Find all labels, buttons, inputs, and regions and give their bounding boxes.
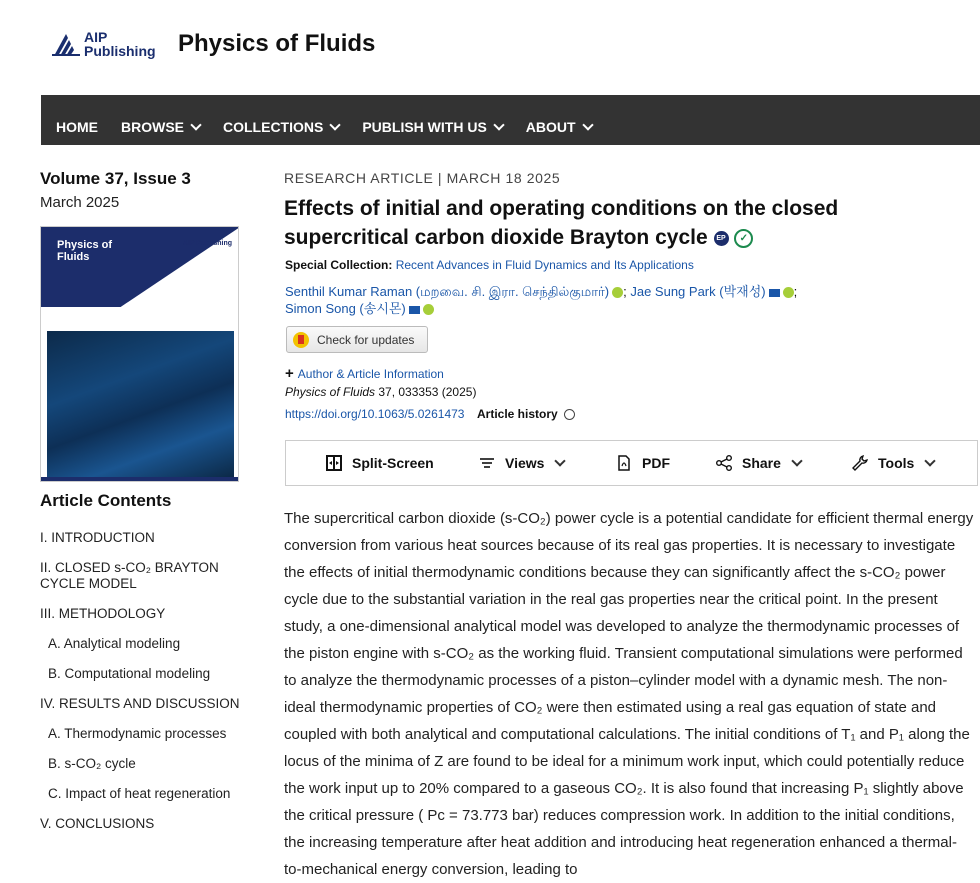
toc-item[interactable]: B. Computational modeling [48, 666, 211, 681]
share-dropdown[interactable] [716, 455, 801, 471]
article-history-toggle[interactable] [477, 407, 575, 421]
email-icon[interactable] [769, 289, 780, 297]
doi-link[interactable]: https://doi.org/10.1063/5.0261473 [285, 407, 465, 421]
aip-logo-icon [52, 32, 80, 58]
abstract [284, 505, 974, 883]
article-date: MARCH 18 2025 [446, 170, 561, 186]
article-kicker [284, 170, 560, 186]
tools-label: Tools [878, 455, 915, 471]
cover-title [57, 239, 112, 263]
chevron-down-icon [925, 455, 936, 466]
crossmark-icon [293, 332, 309, 348]
nav-about[interactable] [526, 119, 592, 135]
main-nav [41, 95, 980, 145]
toc-item[interactable]: III. METHODOLOGY [40, 606, 166, 621]
aip-publishing-logo[interactable] [52, 30, 162, 62]
nav-collections[interactable] [223, 119, 339, 135]
nav-home-label: HOME [56, 119, 98, 135]
article-type: RESEARCH ARTICLE [284, 170, 434, 186]
orcid-icon[interactable] [612, 287, 623, 298]
cover-artwork [47, 331, 234, 479]
toc-item[interactable]: II. CLOSED s-CO₂ BRAYTON CYCLE MODEL [40, 560, 219, 591]
article-toolbar [285, 440, 978, 486]
nav-publish[interactable] [362, 119, 502, 135]
check-for-updates-button[interactable] [286, 326, 428, 353]
publisher-name-line2: Publishing [84, 43, 156, 59]
nav-browse-label: BROWSE [121, 119, 184, 135]
views-label: Views [505, 455, 545, 471]
chevron-down-icon [493, 119, 504, 130]
pdf-icon [616, 455, 632, 471]
author-link-song[interactable]: Simon Song (송시몬) [285, 301, 406, 316]
editors-pick-badge-icon[interactable]: EP [714, 231, 729, 246]
check-for-updates-label: Check for updates [317, 332, 415, 347]
author-link-raman[interactable]: Senthil Kumar Raman (மறவை. சி. இரா. செந்தில்குமார்) [285, 284, 610, 299]
nav-home[interactable] [56, 119, 98, 135]
chevron-down-icon [555, 455, 566, 466]
toc-item[interactable]: C. Impact of heat regeneration [48, 786, 231, 801]
email-icon[interactable] [409, 306, 420, 314]
chevron-down-icon [330, 119, 341, 130]
special-collection-link[interactable]: Recent Advances in Fluid Dynamics and Its Applications [395, 258, 694, 272]
orcid-icon[interactable] [423, 304, 434, 315]
nav-about-label: ABOUT [525, 119, 576, 135]
share-icon [716, 455, 732, 471]
toc-item[interactable]: V. CONCLUSIONS [40, 816, 155, 831]
toc-item[interactable]: A. Thermodynamic processes [48, 726, 227, 741]
tools-dropdown[interactable] [852, 455, 934, 471]
cover-title-line2: Fluids [57, 251, 90, 263]
toc-item[interactable]: A. Analytical modeling [48, 636, 181, 651]
pdf-label: PDF [642, 455, 670, 471]
split-screen-icon [326, 455, 342, 471]
cover-publisher: AIP Publishing [182, 240, 232, 247]
orcid-icon[interactable] [783, 287, 794, 298]
publisher-name-line1: AIP [84, 29, 108, 45]
nav-collections-label: COLLECTIONS [223, 119, 324, 135]
nav-browse[interactable] [121, 119, 200, 135]
toc-item[interactable]: IV. RESULTS AND DISCUSSION [40, 696, 240, 711]
issue-date: March 2025 [40, 194, 120, 211]
toc-item[interactable]: I. INTRODUCTION [40, 530, 155, 545]
pdf-button[interactable] [616, 455, 670, 471]
abstract-text: The supercritical carbon dioxide (s-CO₂) power cycle is a potential candidate for efficient thermal energy conversion from various heat sources because of its real gas properties. It is necessary to investigate the effects of initial thermodynamic conditions because they can significantly affect the s-CO₂ power cycle due to the substantial variation in the real gas properties near the critical point. In the present study, a one-dimensional analytical model was developed to analyze the thermodynamic processes of the piston engine with s-CO₂ as the working fluid. Transient computational simulations were performed to analyze the thermodynamic processes of a piston–cylinder model with a dynamic mesh. The non-ideal thermodynamic properties of CO₂ were then estimated using a real gas equation of state and coupled with both analytical and computational calculations. The initial conditions of T₁ and P₁ along the locus of the minima of Z are found to be ideal for a minimum work input, which could potentially reduce the work input up to 20% compared to a gaseous CO₂. It is also found that increasing P₁ slightly above the critical pressure ( Pc = 73.773 bar) reduces compression work. In addition to the initial conditions, the increasing temperature after heat addition and introducing heat regeneration enhanced a thermal-to-mechanical energy conversion, leading to [284, 510, 974, 878]
list-icon [479, 455, 495, 471]
history-clock-icon [564, 409, 575, 420]
article-title [284, 194, 964, 252]
chevron-down-icon [190, 119, 201, 130]
author-list: Senthil Kumar Raman (மறவை. சி. இரா. செந்தில்குமார்) ; Jae Sung Park (박재성) ; Simon Song (송시몬) [285, 284, 798, 316]
chevron-down-icon [791, 455, 802, 466]
issue-volume[interactable]: Volume 37, Issue 3 [40, 169, 191, 188]
author-info-label: Author & Article Information [297, 367, 444, 381]
special-collection-label: Special Collection: [285, 258, 393, 272]
split-screen-label: Split-Screen [352, 455, 434, 471]
split-screen-button[interactable] [326, 455, 434, 471]
chevron-down-icon [582, 119, 593, 130]
article-contents-heading: Article Contents [40, 491, 172, 510]
table-of-contents [40, 530, 255, 846]
journal-title-link[interactable]: Physics of Fluids [178, 30, 376, 57]
views-dropdown[interactable] [479, 455, 564, 471]
author-info-toggle[interactable] [285, 365, 444, 382]
author-link-park[interactable]: Jae Sung Park (박재성) [630, 284, 766, 299]
nav-publish-label: PUBLISH WITH US [362, 119, 487, 135]
kicker-separator: | [437, 170, 443, 186]
article-title-text: Effects of initial and operating conditions on the closed supercritical carbon dioxide Brayton cycle [284, 197, 839, 249]
share-label: Share [742, 455, 781, 471]
cover-title-line1: Physics of [57, 239, 113, 251]
citation [285, 385, 476, 399]
verified-check-icon[interactable]: ✓ [734, 229, 753, 248]
issue-cover-image[interactable] [40, 226, 239, 482]
citation-details: 37, 033353 (2025) [375, 385, 477, 399]
toc-item[interactable]: B. s-CO₂ cycle [48, 756, 136, 771]
special-collection [285, 258, 694, 272]
citation-journal: Physics of Fluids [285, 385, 376, 399]
article-history-label: Article history [477, 407, 558, 421]
wrench-icon [852, 455, 868, 471]
plus-icon: + [285, 365, 294, 382]
cover-strip [41, 477, 239, 481]
